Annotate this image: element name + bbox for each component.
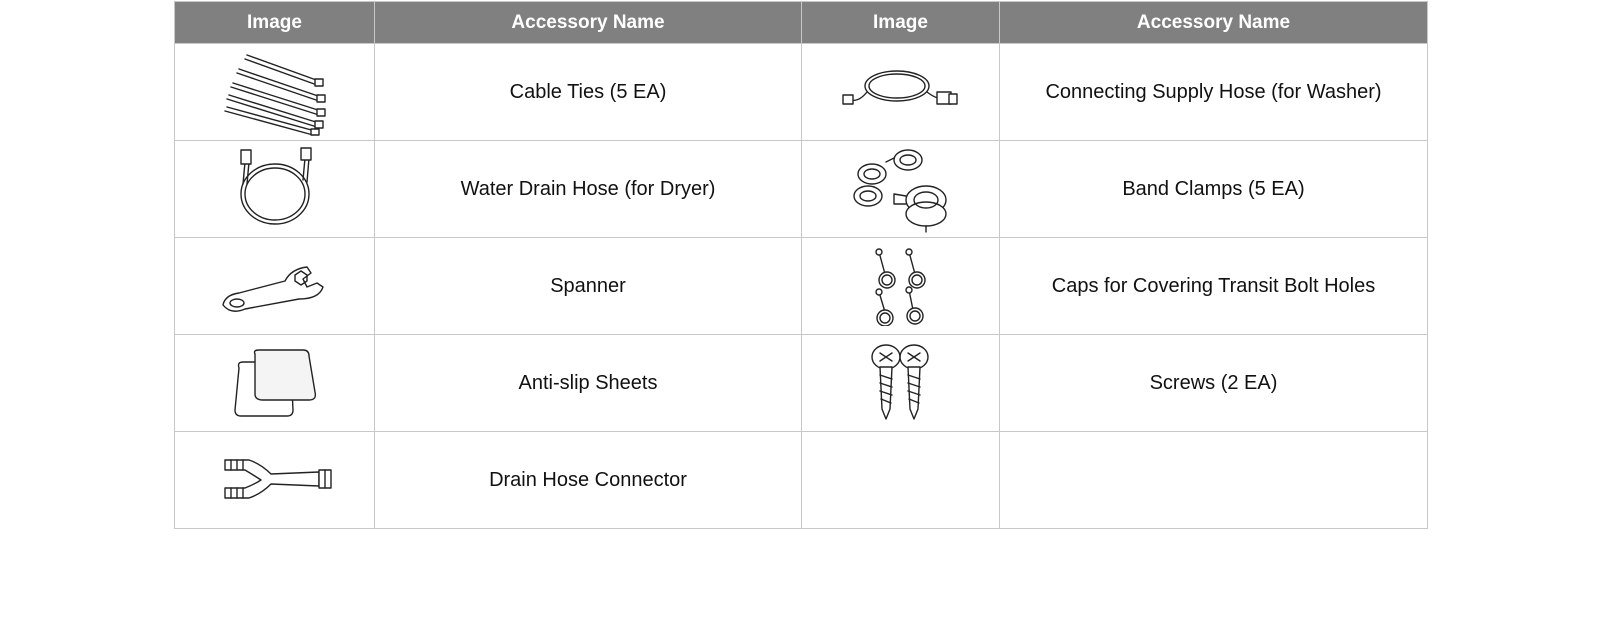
accessory-name: Connecting Supply Hose (for Washer)	[1000, 44, 1428, 141]
drain-hose-connector-icon	[215, 450, 335, 510]
supply-hose-icon	[841, 62, 961, 122]
accessory-name: Caps for Covering Transit Bolt Holes	[1000, 238, 1428, 335]
header-name-left: Accessory Name	[375, 2, 802, 44]
image-cell	[802, 238, 1000, 335]
header-image-right: Image	[802, 2, 1000, 44]
bolt-caps-icon	[861, 246, 941, 326]
image-cell-empty	[802, 432, 1000, 529]
accessory-name: Band Clamps (5 EA)	[1000, 141, 1428, 238]
accessories-table	[174, 1, 1428, 529]
drain-hose-icon	[215, 144, 335, 234]
spanner-icon	[215, 251, 335, 321]
band-clamps-icon	[846, 144, 956, 234]
image-cell	[175, 44, 375, 141]
image-cell	[175, 141, 375, 238]
accessory-name: Anti-slip Sheets	[375, 335, 802, 432]
header-name-right: Accessory Name	[1000, 2, 1428, 44]
image-cell	[175, 238, 375, 335]
image-cell	[802, 335, 1000, 432]
image-cell	[175, 432, 375, 529]
accessory-name-empty	[1000, 432, 1428, 529]
header-row	[175, 2, 1428, 44]
accessory-name: Cable Ties (5 EA)	[375, 44, 802, 141]
screws-icon	[866, 343, 936, 423]
cable-ties-icon	[215, 47, 335, 137]
accessory-name: Screws (2 EA)	[1000, 335, 1428, 432]
table-row	[175, 238, 1428, 335]
table-row	[175, 335, 1428, 432]
table-row	[175, 432, 1428, 529]
accessory-name: Water Drain Hose (for Dryer)	[375, 141, 802, 238]
table-row	[175, 141, 1428, 238]
accessory-name: Spanner	[375, 238, 802, 335]
table-row	[175, 44, 1428, 141]
image-cell	[802, 141, 1000, 238]
image-cell	[175, 335, 375, 432]
anti-slip-sheets-icon	[225, 348, 325, 418]
header-image-left: Image	[175, 2, 375, 44]
image-cell	[802, 44, 1000, 141]
accessory-name: Drain Hose Connector	[375, 432, 802, 529]
